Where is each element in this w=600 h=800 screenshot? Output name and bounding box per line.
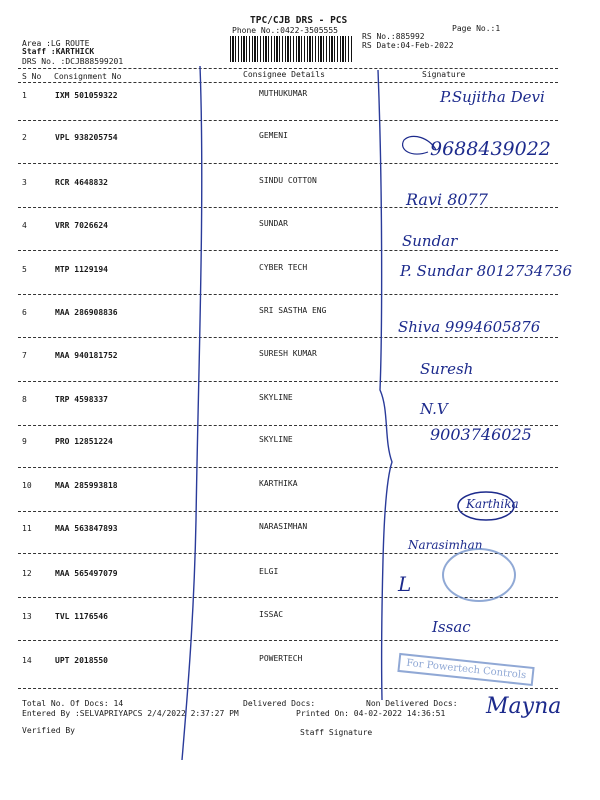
signature-row-12: L (398, 572, 412, 596)
row-sno: 5 (22, 265, 27, 274)
row-consignment: RCR 4648832 (55, 178, 108, 187)
drs-number: DRS No. :DCJB88599201 (22, 57, 124, 66)
staff-signature-label: Staff Signature (300, 728, 373, 737)
row-consignee: ELGI (259, 567, 279, 576)
row-consignee: SKYLINE (259, 435, 293, 444)
row-sno: 7 (22, 351, 27, 360)
staff-label: Staff :KARTHICK (22, 47, 95, 56)
signature-row-7: Suresh (420, 360, 474, 378)
signature-row-11: Narasimhan (408, 538, 483, 552)
delivered-docs: Delivered Docs: (243, 699, 316, 708)
signature-row-13: Issac (432, 618, 471, 636)
row-consignee: MUTHUKUMAR (259, 89, 308, 98)
row-consignee: ISSAC (259, 610, 284, 619)
rs-number: RS No.:885992 (362, 32, 425, 41)
row-sno: 12 (22, 569, 32, 578)
row-sno: 4 (22, 221, 27, 230)
row-sno: 13 (22, 612, 32, 621)
row-consignee: POWERTECH (259, 654, 303, 663)
row-consignment: PRO 12851224 (55, 437, 113, 446)
row-sno: 2 (22, 133, 27, 142)
row-consignment: IXM 501059322 (55, 91, 118, 100)
signature-row-6: Shiva 9994605876 (398, 318, 541, 336)
row-consignee: SKYLINE (259, 393, 293, 402)
area-label: Area :LG ROUTE (22, 39, 90, 48)
signature-row-2: 9688439022 (430, 138, 551, 160)
row-consignment: MAA 285993818 (55, 481, 118, 490)
total-docs: Total No. Of Docs: 14 (22, 699, 124, 708)
row-sno: 3 (22, 178, 27, 187)
column-header-signature: Signature (422, 70, 466, 79)
row-consignee: CYBER TECH (259, 263, 308, 272)
row-sno: 14 (22, 656, 32, 665)
row-consignee: NARASIMHAN (259, 522, 308, 531)
row-sno: 11 (22, 524, 32, 533)
verified-by: Verified By (22, 726, 75, 735)
signature-row-9: 9003746025 (430, 425, 532, 444)
row-sno: 8 (22, 395, 27, 404)
row-sno: 1 (22, 91, 27, 100)
row-consignee: SRI SASTHA ENG (259, 306, 327, 315)
company-seal-stamp (442, 548, 516, 602)
staff-handwritten-signature: Mayna (486, 694, 562, 719)
page-number: Page No.:1 (452, 24, 501, 33)
row-consignment: MAA 286908836 (55, 308, 118, 317)
rs-date: RS Date:04-Feb-2022 (362, 41, 454, 50)
row-consignment: VRR 7026624 (55, 221, 108, 230)
powertech-stamp: For Powertech Controls (397, 653, 535, 686)
report-title: TPC/CJB DRS - PCS (250, 15, 348, 26)
row-sno: 9 (22, 437, 27, 446)
row-consignment: VPL 938205754 (55, 133, 118, 142)
entered-by: Entered By :SELVAPRIYAPCS 2/4/2022 2:37:27 PM (22, 709, 239, 718)
row-consignment: TVL 1176546 (55, 612, 108, 621)
column-header-consignment: Consignment No (54, 72, 122, 81)
row-consignment: TRP 4598337 (55, 395, 108, 404)
signature-row-5: P. Sundar 8012734736 (400, 262, 573, 280)
row-consignment: UPT 2018550 (55, 656, 108, 665)
signature-row-3: Ravi 8077 (406, 190, 488, 209)
row-consignee: SUNDAR (259, 219, 288, 228)
row-consignment: MAA 565497079 (55, 569, 118, 578)
row-consignee: KARTHIKA (259, 479, 298, 488)
row-consignment: MAA 563847893 (55, 524, 118, 533)
non-delivered-docs: Non Delivered Docs: (366, 699, 458, 708)
phone-number: Phone No.:0422-3505555 (232, 26, 338, 35)
row-consignment: MAA 940181752 (55, 351, 118, 360)
column-header-sno: S No (22, 72, 42, 81)
signature-row-8: N.V (420, 400, 448, 418)
row-consignee: SURESH KUMAR (259, 349, 317, 358)
signature-row-1: P.Sujitha Devi (440, 88, 545, 106)
row-sno: 6 (22, 308, 27, 317)
row-consignee: GEMENI (259, 131, 288, 140)
row-consignment: MTP 1129194 (55, 265, 108, 274)
printed-on: Printed On: 04-02-2022 14:36:51 (296, 709, 446, 718)
row-consignee: SINDU COTTON (259, 176, 317, 185)
signature-row-10: Karthika (466, 497, 519, 511)
signature-row-4: Sundar (402, 232, 458, 250)
row-sno: 10 (22, 481, 32, 490)
column-header-consignee: Consignee Details (243, 70, 325, 79)
